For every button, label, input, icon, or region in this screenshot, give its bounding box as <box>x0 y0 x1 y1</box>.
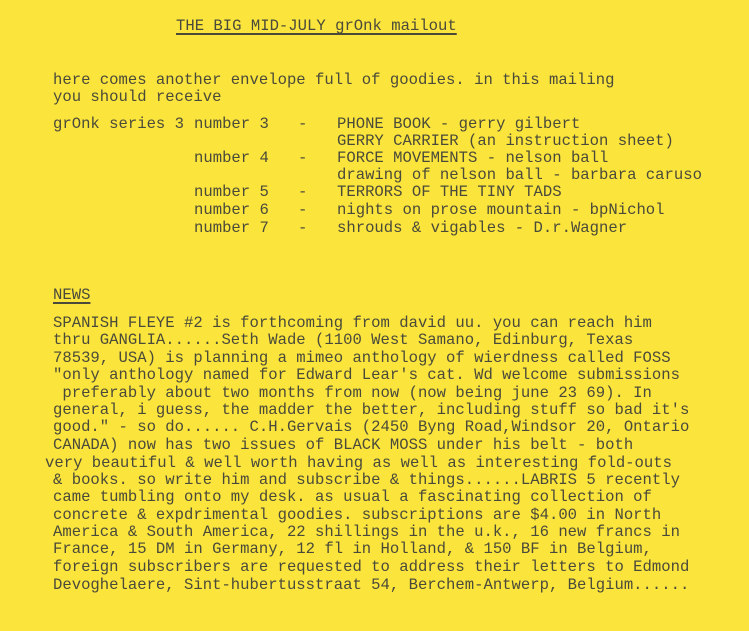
news-line: SPANISH FLEYE #2 is forthcoming from david uu. you can reach him <box>53 314 652 332</box>
news-line: thru GANGLIA......Seth Wade (1100 West Samano, Edinburg, Texas <box>53 331 634 349</box>
news-line: came tumbling onto my desk. as usual a fascinating collection of <box>53 488 652 506</box>
contents-item: PHONE BOOK - gerry gilbert <box>337 115 581 133</box>
news-line: good." - so do...... C.H.Gervais (2450 Byng Road,Windsor 20, Ontario <box>53 418 690 436</box>
contents-dash: - <box>298 183 308 201</box>
contents-dash: - <box>298 149 308 167</box>
contents-item: GERRY CARRIER (an instruction sheet) <box>337 132 674 150</box>
news-line: very beautiful & well worth having as well as interesting fold-outs <box>45 454 672 472</box>
contents-dash: - <box>298 219 308 237</box>
contents-number: number 3 <box>194 115 269 133</box>
contents-number: number 7 <box>194 219 269 237</box>
contents-number: number 4 <box>194 149 269 167</box>
news-line: CANADA) now has two issues of BLACK MOSS under his belt - both <box>53 436 634 454</box>
news-line: concrete & expdrimental goodies. subscriptions are $4.00 in North <box>53 506 662 524</box>
news-line: 78539, USA) is planning a mimeo anthology of wierdness called FOSS <box>53 349 671 367</box>
news-heading: NEWS <box>53 286 91 304</box>
page-title: THE BIG MID-JULY grOnk mailout <box>176 17 457 35</box>
contents-dash: - <box>298 115 308 133</box>
series-label: grOnk series 3 <box>53 115 185 133</box>
contents-item: TERRORS OF THE TINY TADS <box>337 183 562 201</box>
contents-item: nights on prose mountain - bpNichol <box>337 201 665 219</box>
contents-number: number 6 <box>194 201 269 219</box>
contents-item: FORCE MOVEMENTS - nelson ball <box>337 149 609 167</box>
contents-dash: - <box>298 201 308 219</box>
contents-number: number 5 <box>194 183 269 201</box>
news-line: Devoghelaere, Sint-hubertusstraat 54, Berchem-Antwerp, Belgium...... <box>53 576 690 594</box>
news-line: America & South America, 22 shillings in the u.k., 16 new francs in <box>53 523 680 541</box>
news-line: & books. so write him and subscribe & things......LABRIS 5 recently <box>53 471 680 489</box>
news-line: France, 15 DM in Germany, 12 fl in Holland, & 150 BF in Belgium, <box>53 540 652 558</box>
intro-line: you should receive <box>53 88 222 106</box>
intro-line: here comes another envelope full of goodies. in this mailing <box>53 71 615 89</box>
contents-item: drawing of nelson ball - barbara caruso <box>337 166 702 184</box>
news-line: foreign subscribers are requested to address their letters to Edmond <box>53 558 690 576</box>
news-line: "only anthology named for Edward Lear's cat. Wd welcome submissions <box>53 366 680 384</box>
contents-item: shrouds & vigables - D.r.Wagner <box>337 219 628 237</box>
news-line: general, i guess, the madder the better, including stuff so bad it's <box>53 401 690 419</box>
news-line: preferably about two months from now (now being june 23 69). In <box>53 384 652 402</box>
